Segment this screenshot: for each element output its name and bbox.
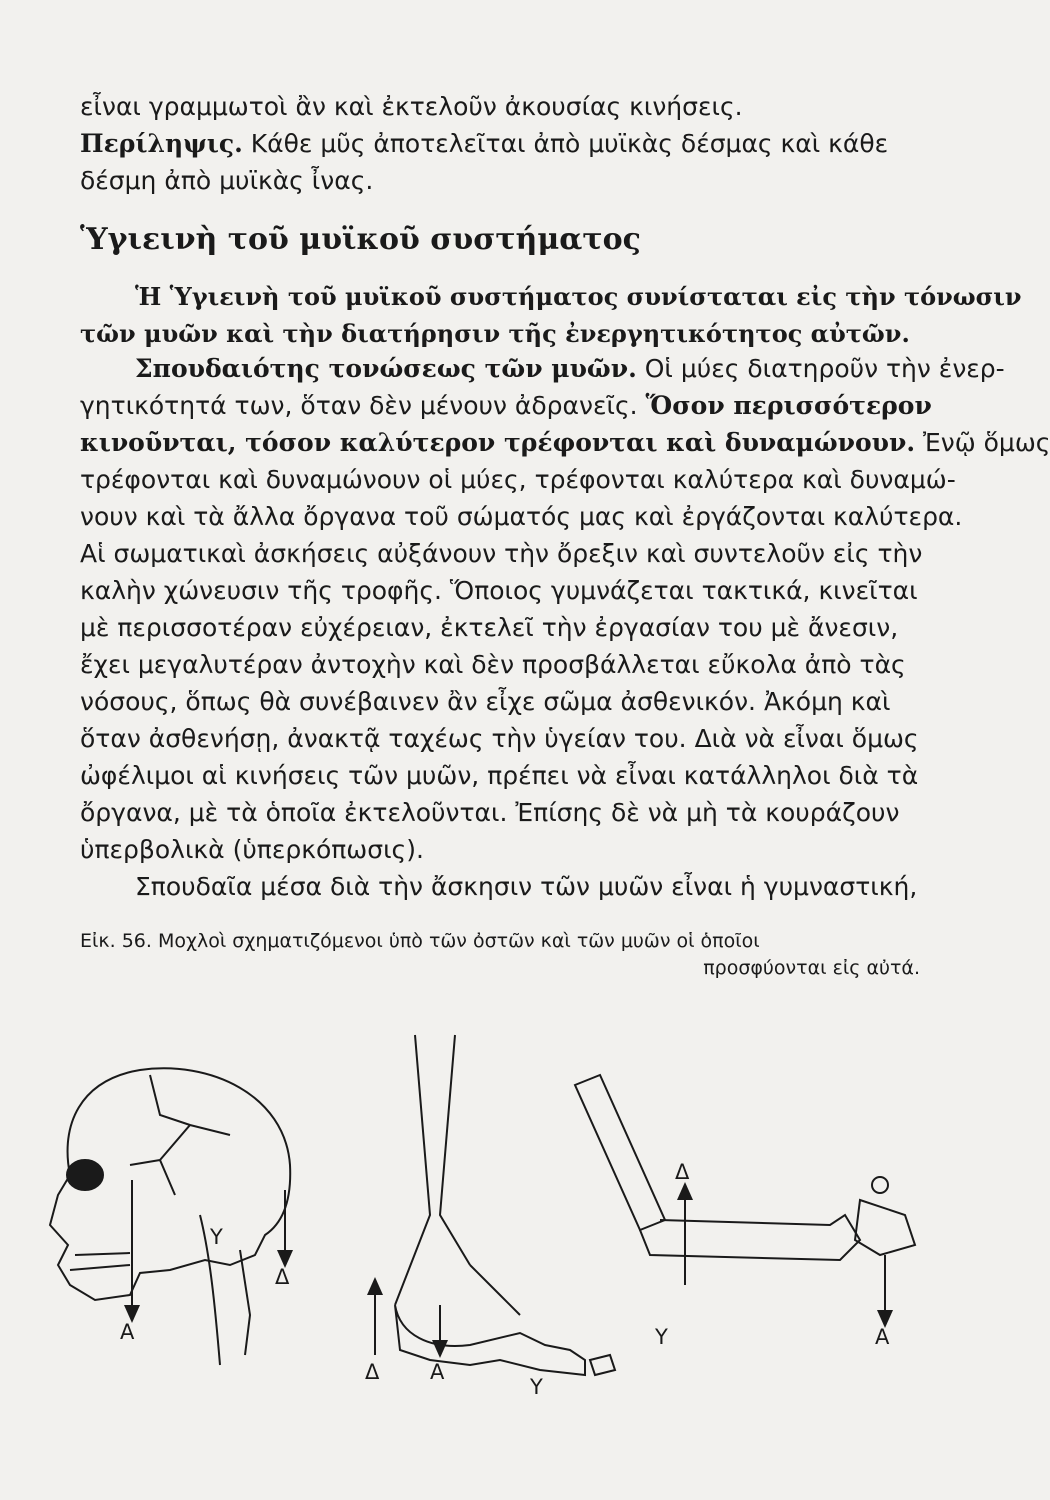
- body-line-2: [80, 387, 932, 424]
- summary-label: Περίληψις.: [80, 129, 243, 158]
- arm-label-y: Υ: [655, 1325, 668, 1349]
- caption-line-2: προσφύονται εἰς αὐτά.: [703, 957, 920, 979]
- body-text-2: γητικότητά των, ὅταν δὲν μένουν ἀδρανεῖς.: [80, 391, 646, 420]
- foot-label-y: Υ: [530, 1375, 543, 1399]
- body-text-3: Ἐνῷ ὅμως: [915, 428, 1050, 457]
- caption-line-1: Εἰκ. 56. Μοχλοὶ σχηματιζόμενοι ὑπὸ τῶν ὀστῶν καὶ τῶν μυῶν οἱ ὁποῖοι: [80, 930, 760, 952]
- body-line-11: ὅταν ἀσθενήσῃ, ἀνακτᾷ ταχέως τὴν ὑγείαν του. Διὰ νὰ εἶναι ὅμως: [80, 724, 919, 753]
- body-bold-2: Ὅσον περισσότερον: [645, 391, 932, 420]
- skull-label-d: Δ: [275, 1265, 290, 1289]
- body-line-7: καλὴν χώνευσιν τῆς τροφῆς. Ὅποιος γυμνάζεται τακτικά, κινεῖται: [80, 576, 918, 605]
- body-line-8: μὲ περισσοτέραν εὐχέρειαν, ἐκτελεῖ τὴν ἐργασίαν του μὲ ἄνεσιν,: [80, 613, 899, 642]
- body-bold-3: κινοῦνται, τόσον καλύτερον τρέφονται καὶ δυναμώνουν.: [80, 428, 916, 457]
- skull-label-y: Υ: [210, 1225, 223, 1249]
- skull-lever-drawing: [50, 1068, 290, 1365]
- body-line-1: [80, 350, 1005, 387]
- section-heading: Ὑγιεινὴ τοῦ μυϊκοῦ συστήματος: [80, 222, 641, 257]
- summary-text-1: Κάθε μῦς ἀποτελεῖται ἀπὸ μυϊκὰς δέσμας καὶ κάθε: [242, 129, 889, 158]
- body-line-13: ὄργανα, μὲ τὰ ὁποῖα ἐκτελοῦνται. Ἐπίσης δὲ νὰ μὴ τὰ κουράζουν: [80, 798, 900, 827]
- body-line-9: ἔχει μεγαλυτέραν ἀντοχὴν καὶ δὲν προσβάλλεται εὔκολα ἀπὸ τὰς: [80, 650, 906, 679]
- body-line-3: [80, 424, 1050, 461]
- body-line-4: τρέφονται καὶ δυναμώνουν οἱ μύες, τρέφονται καλύτερα καὶ δυναμώ-: [80, 465, 956, 494]
- opening-paragraph: [80, 88, 920, 199]
- foot-label-d: Δ: [365, 1360, 380, 1384]
- summary-line-1: [80, 125, 920, 162]
- body-line-10: νόσους, ὅπως θὰ συνέβαινεν ἂν εἶχε σῶμα ἀσθενικόν. Ἀκόμη καὶ: [80, 687, 891, 716]
- body-text-1: Οἱ μύες διατηροῦν τὴν ἐνερ-: [636, 354, 1005, 383]
- lever-illustration: [0, 1015, 1009, 1395]
- foot-label-a: Α: [430, 1360, 445, 1384]
- summary-line-2: δέσμη ἀπὸ μυϊκὰς ἶνας.: [80, 166, 374, 195]
- arm-label-d: Δ: [675, 1160, 690, 1184]
- body-line-14: ὑπερβολικὰ (ὑπερκόπωσις).: [80, 835, 424, 864]
- lever-figure: [0, 1015, 1009, 1399]
- skull-label-a: Α: [120, 1320, 135, 1344]
- intro-line-2: τῶν μυῶν καὶ τὴν διατήρησιν τῆς ἐνεργητικότητος αὐτῶν.: [80, 319, 910, 348]
- body-line-15: Σπουδαῖα μέσα διὰ τὴν ἄσκησιν τῶν μυῶν εἶναι ἡ γυμναστική,: [135, 872, 918, 901]
- intro-line-1: Ἡ Ὑγιεινὴ τοῦ μυϊκοῦ συστήματος συνίσταται εἰς τὴν τόνωσιν: [135, 282, 1022, 311]
- arm-label-a: Α: [875, 1325, 890, 1349]
- body-line-12: ὠφέλιμοι αἱ κινήσεις τῶν μυῶν, πρέπει νὰ εἶναι κατάλληλοι διὰ τὰ: [80, 761, 919, 790]
- body-line-6: Αἱ σωματικαὶ ἀσκήσεις αὐξάνουν τὴν ὄρεξιν καὶ συντελοῦν εἰς τὴν: [80, 539, 923, 568]
- figure-caption: [80, 928, 920, 982]
- foot-lever-drawing: [395, 1035, 615, 1375]
- body-paragraph: [80, 350, 1050, 905]
- intro-paragraph: [80, 278, 1022, 352]
- arm-lever-drawing: [575, 1075, 915, 1260]
- body-bold-1: Σπουδαιότης τονώσεως τῶν μυῶν.: [135, 354, 637, 383]
- top-line: εἶναι γραμμωτοὶ ἂν καὶ ἐκτελοῦν ἀκουσίας κινήσεις.: [80, 92, 743, 121]
- body-line-5: νουν καὶ τὰ ἄλλα ὄργανα τοῦ σώματός μας καὶ ἐργάζονται καλύτερα.: [80, 502, 963, 531]
